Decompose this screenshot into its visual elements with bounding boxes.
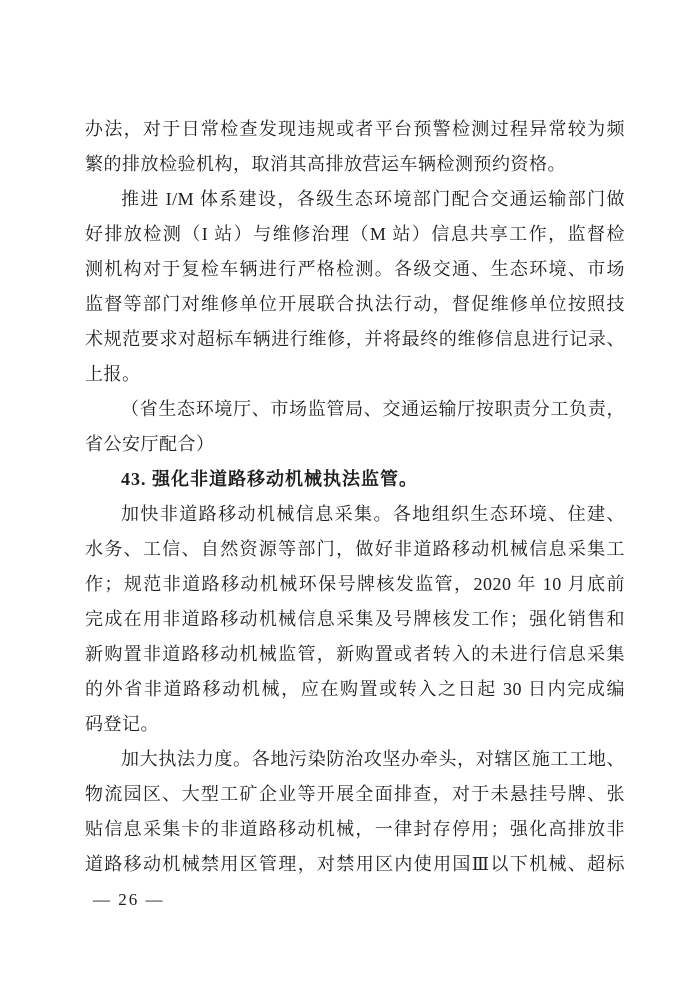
text-line: 测机构对于复检车辆进行严格检测。各级交通、生态环境、市场: [85, 259, 625, 279]
text-line: 监督等部门对维修单位开展联合执法行动，督促维修单位按照技: [85, 294, 625, 314]
paragraph-im-system: [85, 182, 625, 392]
text-line: 新购置非道路移动机械监管，新购置或者转入的未进行信息采集: [85, 644, 625, 664]
text-line: 的外省非道路移动机械，应在购置或转入之日起 30 日内完成编: [85, 679, 625, 699]
text-line: 贴信息采集卡的非道路移动机械，一律封存停用；强化高排放非: [85, 819, 625, 839]
text-line: 推进 I/M 体系建设，各级生态环境部门配合交通运输部门做: [121, 189, 625, 209]
agency-responsibility-note: [85, 392, 625, 462]
text-line: 术规范要求对超标车辆进行维修，并将最终的维修信息进行记录、: [85, 329, 625, 349]
text-line: 码登记。: [85, 714, 159, 734]
text-line: 水务、工信、自然资源等部门，做好非道路移动机械信息采集工: [85, 539, 625, 559]
page-number: — 26 —: [93, 890, 165, 909]
text-line: （省生态环境厅、市场监管局、交通运输厅按职责分工负责，: [121, 399, 625, 419]
text-line: 上报。: [85, 364, 141, 384]
paragraph-continuation: [85, 112, 625, 182]
paragraph-enforcement: [85, 742, 625, 882]
section-43-heading: [85, 462, 625, 497]
heading-line: 43. 强化非道路移动机械执法监管。: [121, 469, 418, 489]
text-line: 加快非道路移动机械信息采集。各地组织生态环境、住建、: [121, 504, 625, 524]
text-line: 加大执法力度。各地污染防治攻坚办牵头，对辖区施工工地、: [121, 749, 625, 769]
text-line: 办法，对于日常检查发现违规或者平台预警检测过程异常较为频: [85, 119, 625, 139]
text-line: 省公安厅配合）: [85, 434, 215, 454]
paragraph-info-collection: [85, 497, 625, 742]
text-line: 好排放检测（I 站）与维修治理（M 站）信息共享工作，监督检: [85, 224, 625, 244]
text-line: 物流园区、大型工矿企业等开展全面排查，对于未悬挂号牌、张: [85, 784, 625, 804]
text-line: 作；规范非道路移动机械环保号牌核发监管，2020 年 10 月底前: [85, 574, 625, 594]
text-line: 道路移动机械禁用区管理，对禁用区内使用国Ⅲ以下机械、超标: [85, 854, 625, 874]
text-line: 完成在用非道路移动机械信息采集及号牌核发工作；强化销售和: [85, 609, 625, 629]
page-body: [85, 112, 625, 882]
text-line: 繁的排放检验机构，取消其高排放营运车辆检测预约资格。: [85, 154, 566, 174]
